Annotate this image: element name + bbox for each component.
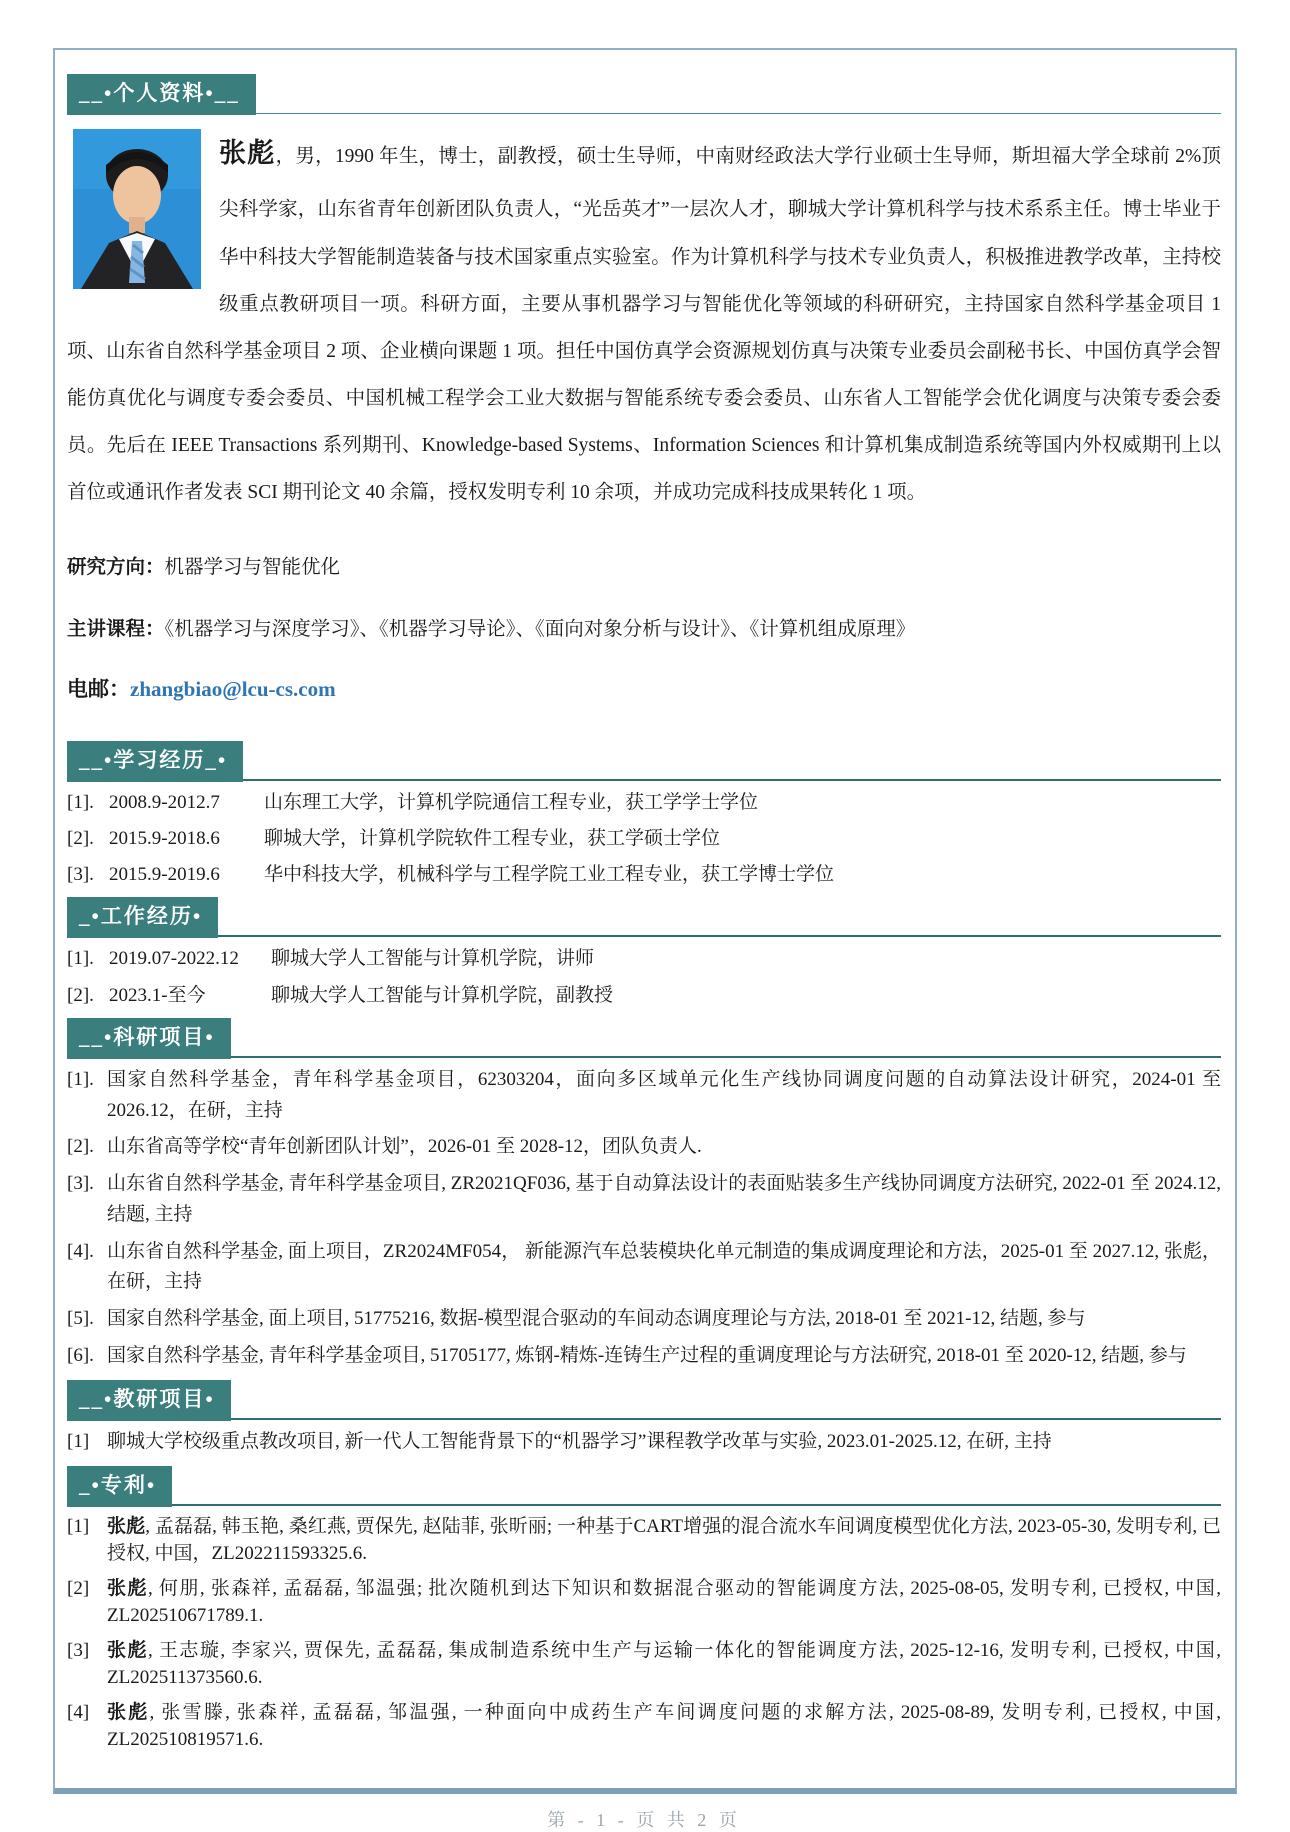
- research-projects-header-label: __•科研项目•: [67, 1018, 231, 1059]
- row-date: 2008.9-2012.7: [109, 791, 220, 813]
- patent-text: , 王志璇, 李家兴, 贾保先, 孟磊磊, 集成制造系统中生产与运输一体化的智能调度方法, 2025-12-16, 发明专利, 已授权, 中国, ZL202511373560.6.: [107, 1639, 1221, 1689]
- header-rule: [256, 113, 1221, 114]
- email-label: 电邮：: [67, 676, 130, 701]
- patent-item: [67, 1699, 1221, 1754]
- patents-header-label: _•专利•: [67, 1466, 172, 1507]
- research-direction-label: 研究方向：: [67, 556, 165, 578]
- row-marker: [5].: [67, 1308, 94, 1330]
- cv-page: [53, 48, 1237, 1830]
- row-marker: [3]: [67, 1639, 90, 1661]
- research-project-item: [67, 1169, 1221, 1231]
- profile-bio: [67, 121, 1221, 517]
- patents-list: [67, 1513, 1221, 1754]
- item-text: 国家自然科学基金, 面上项目, 51775216, 数据-模型混合驱动的车间动态调度理论与方法, 2018-01 至 2021-12, 结题, 参与: [107, 1308, 1086, 1330]
- item-text: [107, 1575, 1221, 1630]
- research-project-item: [67, 1304, 1221, 1335]
- row-marker: [2].: [67, 984, 94, 1006]
- section-teaching-projects-header: [67, 1380, 1221, 1421]
- row-marker: [2].: [67, 827, 94, 849]
- item-text: 国家自然科学基金，青年科学基金项目，62303204，面向多区域单元化生产线协同调度问题的自动算法设计研究，2024-01 至 2026.12，在研，主持: [107, 1068, 1221, 1121]
- row-desc: 聊城大学，计算机学院软件工程专业，获工学硕士学位: [264, 827, 721, 849]
- research-project-item: [67, 1065, 1221, 1127]
- courses-label: 主讲课程：: [67, 618, 165, 640]
- patent-first-author: 张彪: [107, 1515, 146, 1537]
- header-rule: [231, 1418, 1221, 1420]
- patent-first-author: 张彪: [107, 1577, 148, 1599]
- patent-text: , 孟磊磊, 韩玉艳, 桑红燕, 贾保先, 赵陆菲, 张昕丽; 一种基于CART增强的混合流水车间调度模型优化方法, 2023-05-30, 发明专利, 已授权, 中国，ZL202211593325.6.: [107, 1515, 1221, 1565]
- section-patents-header: [67, 1466, 1221, 1507]
- education-header-label: __•学习经历_•: [67, 741, 243, 782]
- row-marker: [1].: [67, 791, 94, 813]
- research-project-item: [67, 1132, 1221, 1163]
- item-text: [107, 1513, 1221, 1568]
- row-marker: [2].: [67, 1136, 94, 1158]
- row-marker: [2]: [67, 1577, 90, 1599]
- item-text: 山东省高等学校“青年创新团队计划”，2026-01 至 2028-12，团队负责人.: [107, 1136, 702, 1158]
- profile-photo: [73, 129, 201, 289]
- row-marker: [6].: [67, 1345, 94, 1367]
- header-rule: [243, 779, 1221, 781]
- profile-header-label: __•个人资料•__: [67, 74, 256, 115]
- row-date: 2019.07-2022.12: [109, 948, 239, 970]
- row-marker: [1].: [67, 1068, 94, 1090]
- item-text: [107, 1699, 1221, 1754]
- courses-value: 《机器学习与深度学习》、《机器学习导论》、《面向对象分析与设计》、《计算机组成原理》: [164, 618, 916, 640]
- item-text: 聊城大学校级重点教改项目, 新一代人工智能背景下的“机器学习”课程教学改革与实验, 2023.01-2025.12, 在研, 主持: [107, 1430, 1052, 1452]
- item-text: 国家自然科学基金, 青年科学基金项目, 51705177, 炼钢-精炼-连铸生产过程的重调度理论与方法研究, 2018-01 至 2020-12, 结题, 参与: [107, 1345, 1187, 1367]
- bio-text: ，男，1990 年生，博士，副教授，硕士生导师，中南财经政法大学行业硕士生导师，斯坦福大学全球前 2%顶尖科学家，山东省青年创新团队负责人，“光岳英才”一层次人才，聊城大学计算机科学与技术系系主任。博士毕业于华中科技大学智能制造装备与技术国家重点实验室。作为计算机科学与技术专业负责人，积极推进教学改革，主持校级重点教研项目一项。科研方面，主要从事机器学习与智能优化等领域的科研研究，主持国家自然科学基金项目 1 项、山东省自然科学基金项目 2 项、企业横向课题 1 项。担任中国仿真学会资源规划仿真与决策专业委员会副秘书长、中国仿真学会智能仿真优化与调度专委会委员、中国机械工程学会工业大数据与智能系统专委会委员、山东省人工智能学会优化调度与决策专委会委员。先后在 IEEE Transactions 系列期刊、Knowledge-based Systems、Information Sciences 和计算机集成制造系统等国内外权威期刊上以首位或通讯作者发表 SCI 期刊论文 40 余篇，授权发明专利 10 余项，并成功完成科技成果转化 1 项。: [67, 146, 1222, 504]
- section-research-projects-header: [67, 1018, 1221, 1059]
- header-rule: [231, 1056, 1221, 1058]
- row-desc: 聊城大学人工智能与计算机学院，副教授: [271, 984, 614, 1006]
- item-text: 山东省自然科学基金, 青年科学基金项目, ZR2021QF036, 基于自动算法设计的表面贴装多生产线协同调度方法研究, 2022-01 至 2024.12, 结题, 主持: [107, 1173, 1221, 1225]
- education-row: [67, 824, 1221, 853]
- page-number: 第 - 1 - 页 共 2 页: [547, 1809, 741, 1830]
- row-desc: 聊城大学人工智能与计算机学院，讲师: [271, 948, 595, 970]
- section-profile-header: [67, 74, 1221, 115]
- row-marker: [4]: [67, 1701, 90, 1723]
- education-list: [67, 788, 1221, 890]
- patent-text: , 何朋, 张森祥, 孟磊磊, 邹温强; 批次随机到达下知识和数据混合驱动的智能调度方法, 2025-08-05, 发明专利, 已授权, 中国, ZL202510671789.1.: [107, 1577, 1221, 1627]
- patent-text: , 张雪滕, 张森祥, 孟磊磊, 邹温强, 一种面向中成药生产车间调度问题的求解方法, 2025-08-89, 发明专利, 已授权, 中国, ZL202510819571.6.: [107, 1701, 1221, 1751]
- section-work-header: [67, 897, 1221, 938]
- teaching-projects-list: [67, 1427, 1221, 1458]
- work-row: [67, 944, 1221, 973]
- row-marker: [1].: [67, 948, 94, 970]
- education-row: [67, 788, 1221, 817]
- row-marker: [1]: [67, 1515, 90, 1537]
- item-text: 山东省自然科学基金, 面上项目，ZR2024MF054， 新能源汽车总装模块化单元制造的集成调度理论和方法，2025-01 至 2027.12, 张彪，在研，主持: [107, 1240, 1221, 1293]
- courses-row: [67, 613, 1221, 641]
- research-project-item: [67, 1341, 1221, 1372]
- email-link[interactable]: zhangbiao@lcu-cs.com: [130, 676, 336, 701]
- row-date: 2023.1-至今: [109, 984, 206, 1006]
- row-date: 2015.9-2018.6: [109, 827, 220, 849]
- patent-first-author: 张彪: [107, 1701, 150, 1723]
- education-row: [67, 860, 1221, 889]
- row-desc: 山东理工大学，计算机学院通信工程专业，获工学学士学位: [264, 791, 759, 813]
- work-list: [67, 944, 1221, 1010]
- patent-first-author: 张彪: [107, 1639, 148, 1661]
- teaching-project-item: [67, 1427, 1221, 1458]
- person-name: 张彪: [219, 138, 276, 168]
- row-desc: 华中科技大学，机械科学与工程学院工业工程专业，获工学博士学位: [264, 864, 835, 886]
- research-direction-row: [67, 551, 1221, 579]
- work-row: [67, 981, 1221, 1010]
- patent-item: [67, 1575, 1221, 1630]
- patent-item: [67, 1513, 1221, 1568]
- item-text: [107, 1637, 1221, 1692]
- research-projects-list: [67, 1065, 1221, 1372]
- section-education-header: [67, 741, 1221, 782]
- row-marker: [3].: [67, 864, 94, 886]
- row-marker: [4].: [67, 1240, 94, 1262]
- header-rule: [218, 935, 1221, 937]
- row-marker: [3].: [67, 1173, 94, 1195]
- teaching-projects-header-label: __•教研项目•: [67, 1380, 231, 1421]
- row-date: 2015.9-2019.6: [109, 864, 220, 886]
- patent-item: [67, 1637, 1221, 1692]
- email-row: [67, 673, 1221, 703]
- research-direction-value: 机器学习与智能优化: [164, 556, 341, 578]
- header-rule: [172, 1504, 1221, 1506]
- row-marker: [1]: [67, 1430, 90, 1452]
- research-project-item: [67, 1237, 1221, 1299]
- work-header-label: _•工作经历•: [67, 897, 218, 938]
